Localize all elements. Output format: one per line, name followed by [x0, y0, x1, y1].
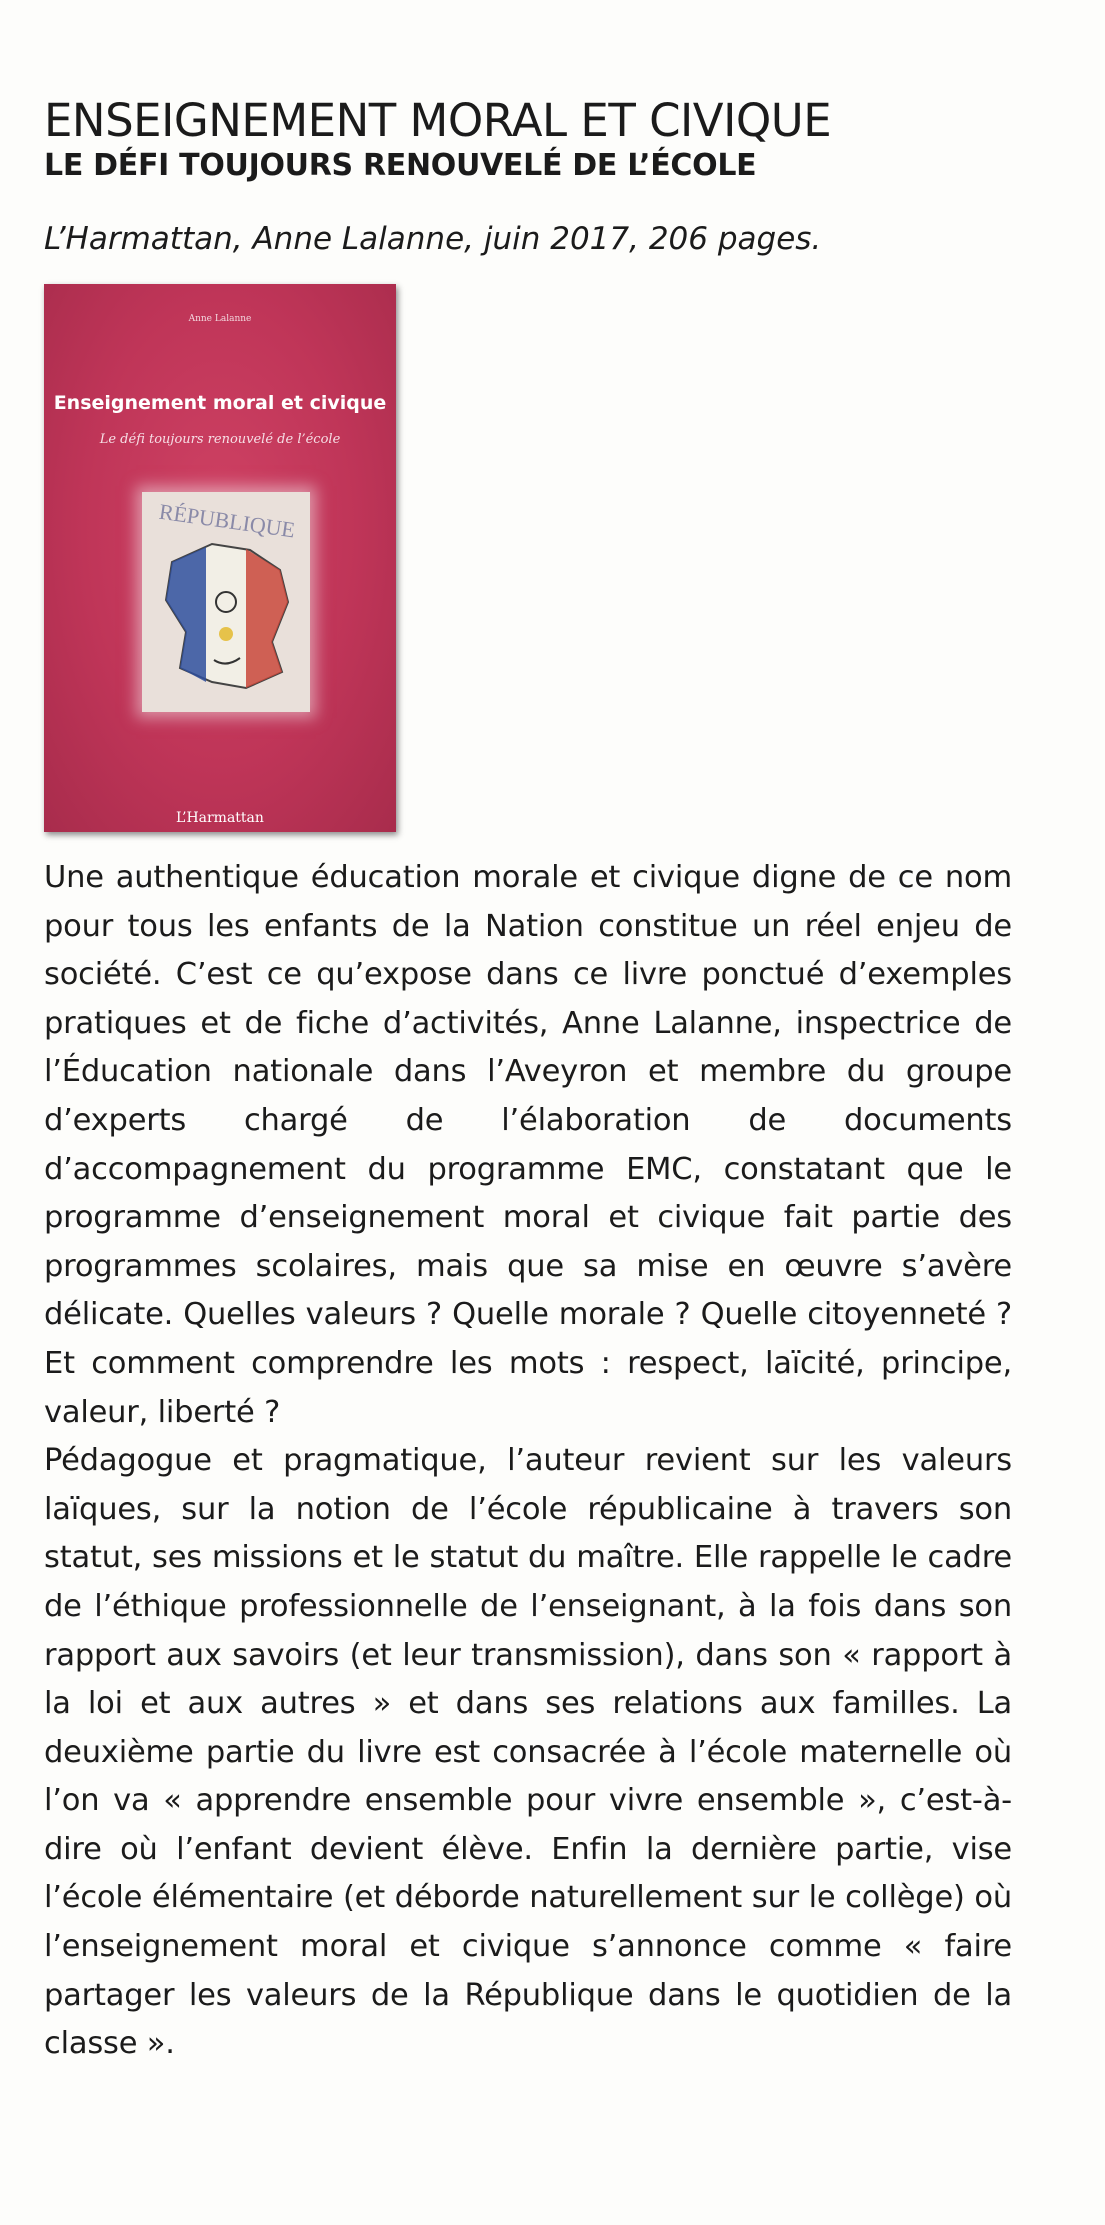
book-review	[44, 95, 1012, 2069]
article-title: ENSEIGNEMENT MORAL ET CIVIQUE	[44, 94, 832, 147]
cover-subtitle: Le défi toujours renouvelé de l’école	[99, 432, 341, 447]
cover-author: Anne Lalanne	[188, 314, 252, 324]
review-body	[44, 854, 1012, 2069]
cover-illustration	[142, 492, 310, 712]
cover-title: Enseignement moral et civique	[53, 392, 387, 414]
book-cover-image	[44, 284, 396, 832]
france-map-drawing	[142, 492, 310, 712]
cover-art-caption: RÉPUBLIQUE	[157, 498, 297, 543]
article-subtitle: LE DÉFI TOUJOURS RENOUVELÉ DE L’ÉCOLE	[44, 148, 757, 183]
review-paragraph: Une authentique éducation morale et civique digne de ce nom pour tous les enfants de la Nation constitue un réel enjeu de société. C’est ce qu’expose dans ce livre ponctué d’exemples pratiques et de fiche d’activités, Anne Lalanne, inspectrice de l’Éducation nationale dans l’Aveyron et membre du groupe d’experts chargé de l’élaboration de documents d’accompagnement du programme EMC, constatant que le programme d’enseignement moral et civique fait partie des programmes scolaires, mais que sa mise en œuvre s’avère délicate. Quelles valeurs ? Quelle morale ? Quelle citoyenneté ? Et comment comprendre les mots : respect, laïcité, principe, valeur, liberté ?	[44, 860, 1012, 1430]
review-paragraph: Pédagogue et pragmatique, l’auteur revient sur les valeurs laïques, sur la notion de l’école républicaine à travers son statut, ses missions et le statut du maître. Elle rappelle le cadre de l’éthique professionnelle de l’enseignant, à la fois dans son rapport aux savoirs (et leur transmission), dans son « rapport à la loi et aux autres » et dans ses relations aux familles. La deuxième partie du livre est consacrée à l’école maternelle où l’on va « apprendre ensemble pour vivre ensemble », c’est-à-dire où l’enfant devient élève. Enfin la dernière partie, vise l’école élémentaire (et déborde naturellement sur le collège) où l’enseignement moral et civique s’annonce comme « faire partager les valeurs de la République dans le quotidien de la classe ».	[44, 1443, 1012, 2062]
cover-publisher: L’Harmattan	[176, 810, 264, 826]
publication-info: L’Harmattan, Anne Lalanne, juin 2017, 206 pages.	[44, 221, 822, 257]
